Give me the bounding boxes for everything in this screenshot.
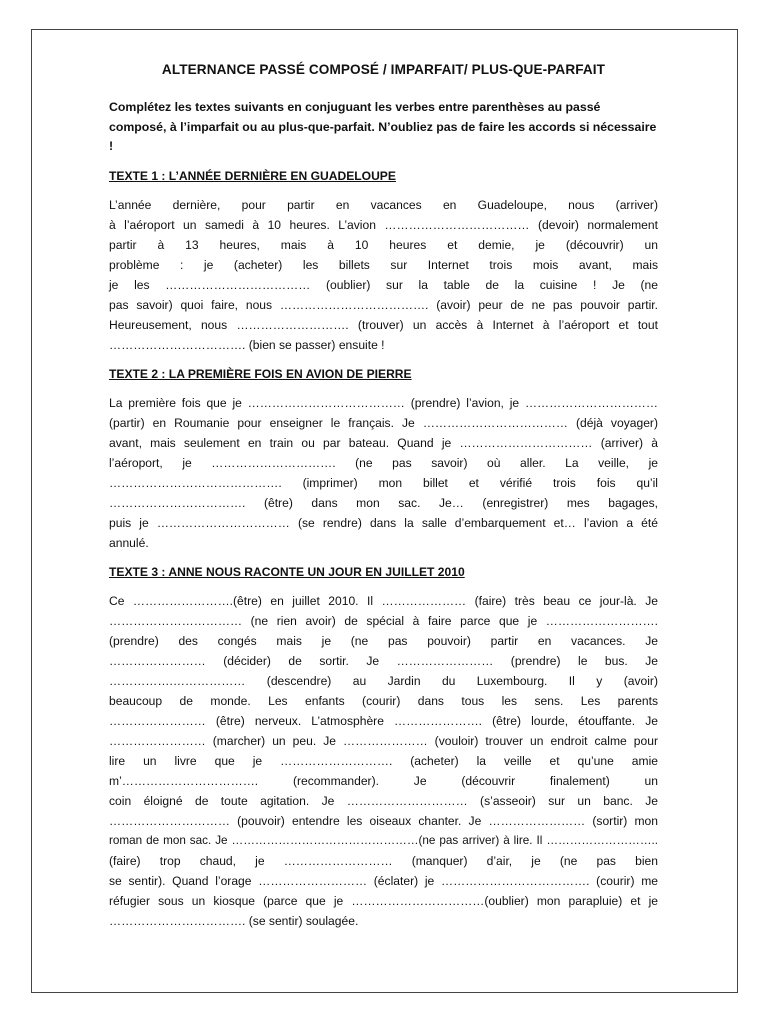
- section-heading-texte-1: TEXTE 1 : L’ANNÉE DERNIÈRE EN GUADELOUPE: [109, 168, 396, 183]
- text-line: l’aéroport, je …………………………. (ne pas savoir) où aller. La veille, je: [109, 455, 658, 470]
- text-line: ………………………… (pouvoir) entendre les oiseaux chanter. Je …………………… (sortir) mon: [109, 813, 658, 828]
- text-line: (prendre) des congés mais je (ne pas pouvoir) partir en vacances. Je: [109, 633, 658, 648]
- text-line: se sentir). Quand l’orage ……………………… (éclater) je ………………………………. (courir) me: [109, 873, 658, 888]
- text-line: Ce …………………….(être) en juillet 2010. Il ………………… (faire) très beau ce jour-là. Je: [109, 593, 658, 608]
- text-line: problème : je (acheter) les billets sur Internet trois mois avant, mais: [109, 257, 658, 272]
- text-line: réfugier sous un kiosque (parce que je ……………………………(oublier) mon parapluie) et je: [109, 893, 658, 908]
- text-line: roman de mon sac. Je …………………………………………(ne pas arriver) à lire. Il ………………………..: [109, 833, 658, 847]
- instructions: Complétez les textes suivants en conjuguant les verbes entre parenthèses au passé composé, à l’imparfait ou au plus-que-parfait. N’oubliez pas de faire les accords si nécessaire !: [109, 100, 657, 153]
- document-body: [109, 62, 658, 943]
- text-line: coin éloigné de toute agitation. Je ………………………… (s’asseoir) sur un banc. Je: [109, 793, 658, 808]
- paragraph-texte-3: [109, 591, 658, 931]
- text-line: (faire) trop chaud, je ……………………… (manquer) d’air, je (ne pas bien: [109, 853, 658, 868]
- text-line: …………………… (décider) de sortir. Je …………………… (prendre) le bus. Je: [109, 653, 658, 668]
- text-line: ……………………………. (bien se passer) ensuite !: [109, 337, 385, 352]
- text-line: partir à 13 heures, mais à 10 heures et demie, je (découvrir) un: [109, 237, 658, 252]
- text-line: …………………………… (ne rien avoir) de spécial à faire parce que je ……………………….: [109, 613, 658, 628]
- text-line: …………….……………… (descendre) au Jardin du Luxembourg. Il y (avoir): [109, 673, 658, 688]
- text-line: avant, mais seulement en train ou par bateau. Quand je …………………………… (arriver) à: [109, 435, 658, 450]
- document-title: ALTERNANCE PASSÉ COMPOSÉ / IMPARFAIT/ PLUS-QUE-PARFAIT: [161, 62, 606, 77]
- text-line: L’année dernière, pour partir en vacances en Guadeloupe, nous (arriver): [109, 197, 658, 212]
- text-line: (partir) en Roumanie pour enseigner le français. Je ……………………………… (déjà voyager): [109, 415, 658, 430]
- section-heading-texte-3: TEXTE 3 : ANNE NOUS RACONTE UN JOUR EN JUILLET 2010: [109, 564, 465, 579]
- text-line: pas savoir) quoi faire, nous ………………………………. (avoir) peur de ne pas pouvoir partir.: [109, 297, 658, 312]
- text-line: beaucoup de monde. Les enfants (courir) dans tous les sens. Les parents: [109, 693, 658, 708]
- text-line: Heureusement, nous ………………………. (trouver) un accès à Internet à l’aéroport et tout: [109, 317, 658, 332]
- section-heading-texte-2: TEXTE 2 : LA PREMIÈRE FOIS EN AVION DE PIERRE: [109, 366, 412, 381]
- text-line: lire un livre que je ………………………. (acheter) la veille et qu’une amie: [109, 753, 658, 768]
- paragraph-texte-2: [109, 393, 658, 553]
- text-line: je les ……………………………… (oublier) sur la table de la cuisine ! Je (ne: [109, 277, 658, 292]
- text-line: ……………………………………. (imprimer) mon billet et vérifié trois fois qu’il: [109, 475, 658, 490]
- text-line: annulé.: [109, 535, 149, 550]
- text-line: …………………… (marcher) un peu. Je ………………… (vouloir) trouver un endroit calme pour: [109, 733, 658, 748]
- text-line: …………………… (être) nerveux. L’atmosphère …………………. (être) lourde, étouffante. Je: [109, 713, 658, 728]
- text-line: La première fois que je ………………………………… (prendre) l’avion, je ……………………………: [109, 395, 658, 410]
- text-line: ……………………………. (être) dans mon sac. Je… (enregistrer) mes bagages,: [109, 495, 658, 510]
- paragraph-texte-1: [109, 195, 658, 355]
- text-line: à l’aéroport un samedi à 10 heures. L’avion ……………………………… (devoir) normalement: [109, 217, 658, 232]
- text-line: ……………………………. (se sentir) soulagée.: [109, 913, 359, 928]
- text-line: puis je …………………………… (se rendre) dans la salle d’embarquement et… l’avion a été: [109, 515, 658, 530]
- text-line: m’……………………………. (recommander). Je (découvrir finalement) un: [109, 773, 658, 788]
